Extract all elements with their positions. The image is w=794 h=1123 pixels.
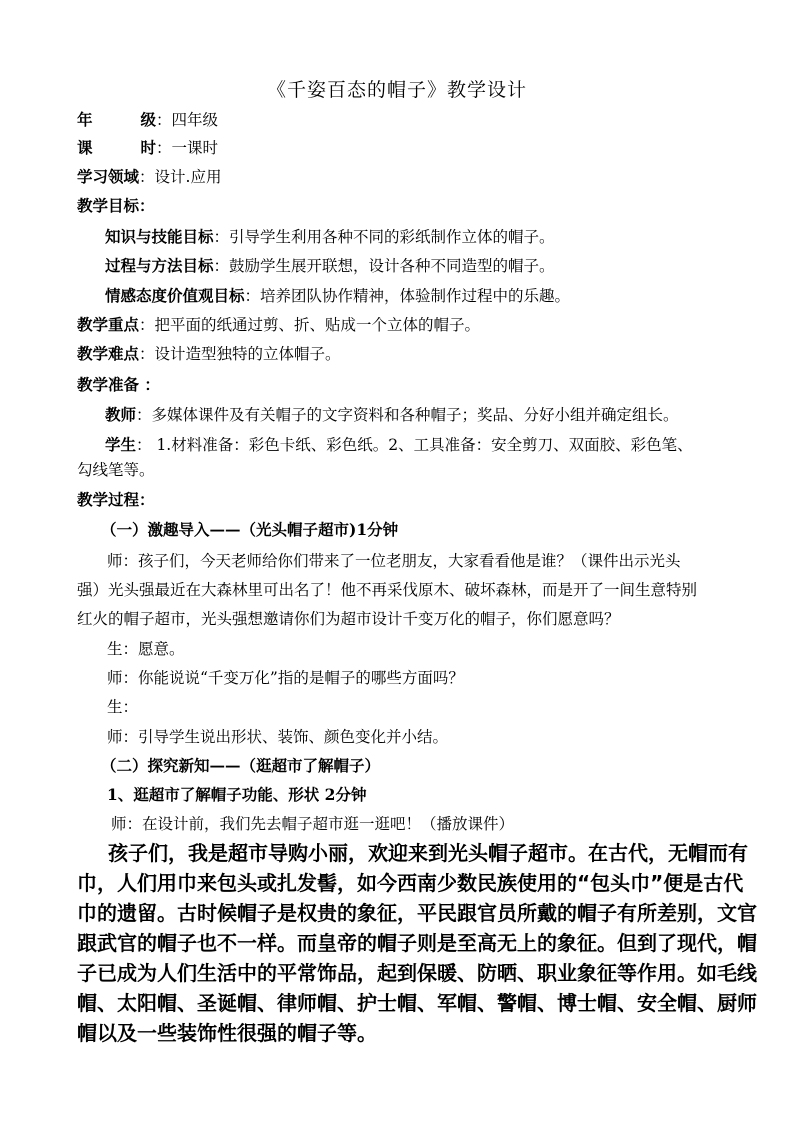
- prep-teacher-label: 教师: [105, 405, 137, 424]
- preparation-heading: [77, 373, 160, 397]
- guide-line: 帽以及一些装饰性很强的帽子等。: [77, 1021, 377, 1045]
- process-heading-text: 教学过程：: [77, 490, 155, 509]
- period-line: [77, 136, 218, 160]
- guide-line: 子已成为人们生活中的平常饰品，起到保暖、防晒、职业象征等作用。如毛线: [77, 961, 757, 985]
- difficulty-text: ：设计造型独特的立体帽子。: [139, 345, 341, 363]
- difficulty-label: 教学难点: [77, 344, 140, 363]
- teacher-line-summary: 师：引导学生说出形状、装饰、颜色变化并小结。: [107, 728, 449, 746]
- section-two-text: （二）探究新知——（逛超市了解帽子）: [101, 756, 381, 775]
- field-line: [77, 165, 221, 189]
- period-colon: ：: [156, 139, 172, 157]
- guide-line: 跟武官的帽子也不一样。而皇帝的帽子则是至高无上的象征。但到了现代，帽: [77, 931, 757, 955]
- guide-line: 巾的遗留。古时候帽子是权贵的象征，平民跟官员所戴的帽子有所差别，文官: [77, 901, 757, 925]
- prep-teacher: [105, 403, 679, 427]
- grade-value: 四年级: [171, 111, 219, 129]
- teacher-line-1: 师：孩子们，今天老师给你们带来了一位老朋友，大家看看他是谁？（课件出示光头: [107, 552, 681, 570]
- period-label-a: 课: [77, 138, 93, 157]
- goal-process-text: ：鼓励学生展开联想，设计各种不同造型的帽子。: [213, 257, 555, 275]
- section-one-text: （一）激趣导入——（光头帽子超市)1分钟: [101, 520, 399, 539]
- key-point-line: [77, 313, 480, 337]
- teacher-question-2: 师：你能说说“千变万化”指的是帽子的哪些方面吗？: [107, 669, 464, 687]
- goal-emotion-text: ：培养团队协作精神，体验制作过程中的乐趣。: [244, 287, 571, 305]
- preparation-heading-text: 教学准备 ：: [77, 375, 160, 394]
- teacher-line-3: 红火的帽子超市，光头强想邀请你们为超市设计千变万化的帽子，你们愿意吗？: [77, 610, 620, 628]
- goal-knowledge-text: ：引导学生利用各种不同的彩纸制作立体的帽子。: [213, 228, 555, 246]
- period-value: 一课时: [171, 139, 219, 157]
- prep-student-label: 学生: [105, 435, 137, 454]
- key-point-label: 教学重点: [77, 315, 140, 334]
- grade-line: [77, 108, 218, 132]
- goal-process: [105, 254, 555, 278]
- guide-line: 帽、太阳帽、圣诞帽、律师帽、护士帽、军帽、警帽、博士帽、安全帽、厨师: [77, 991, 757, 1015]
- sub-step-1: [107, 783, 366, 807]
- grade-colon: ：: [156, 111, 172, 129]
- goal-process-label: 过程与方法目标: [105, 256, 214, 275]
- section-one-title: [101, 518, 398, 542]
- prep-student: [105, 433, 693, 457]
- guide-line: 巾，人们用巾来包头或扎发髻，如今西南少数民族使用的“包头巾”便是古代: [77, 871, 744, 895]
- teacher-line-shop: 师：在设计前，我们先去帽子超市逛一逛吧！（播放课件）: [111, 815, 515, 833]
- prep-student-text: ： 1.材料准备：彩色卡纸、彩色纸。2、工具准备：安全剪刀、双面胶、彩色笔、: [136, 436, 693, 454]
- process-heading: [77, 488, 155, 512]
- grade-label-b: 级: [140, 110, 157, 129]
- goals-heading-text: 教学目标：: [77, 196, 155, 215]
- goal-emotion-label: 情感态度价值观目标: [105, 286, 245, 305]
- goal-knowledge: [105, 225, 555, 249]
- student-reply-2: 生：: [107, 698, 139, 716]
- difficulty-line: [77, 342, 341, 366]
- document-title: 《千姿百态的帽子》教学设计: [266, 79, 527, 101]
- goal-emotion: [105, 284, 570, 308]
- field-colon: ：: [139, 168, 155, 186]
- goals-heading: [77, 194, 155, 218]
- key-point-text: ：把平面的纸通过剪、折、贴成一个立体的帽子。: [139, 316, 481, 334]
- prep-teacher-text: ：多媒体课件及有关帽子的文字资料和各种帽子；奖品、分好小组并确定组长。: [136, 406, 679, 424]
- teacher-line-2: 强）光头强最近在大森林里可出名了！他不再采伐原木、破坏森林，而是开了一间生意特别: [77, 581, 698, 599]
- sub-step-1-text: 1、逛超市了解帽子功能、形状 2分钟: [107, 785, 367, 804]
- section-two-title: [101, 754, 380, 778]
- student-reply-1: 生：愿意。: [107, 640, 185, 658]
- period-label-b: 时: [140, 138, 157, 157]
- prep-student-cont: 勾线笔等。: [77, 461, 155, 479]
- field-value: 设计.应用: [154, 168, 222, 186]
- grade-label-a: 年: [77, 110, 93, 129]
- goal-knowledge-label: 知识与技能目标: [105, 227, 214, 246]
- field-label: 学习领域: [77, 167, 140, 186]
- guide-line: 孩子们，我是超市导购小丽，欢迎来到光头帽子超市。在古代，无帽而有: [108, 841, 748, 865]
